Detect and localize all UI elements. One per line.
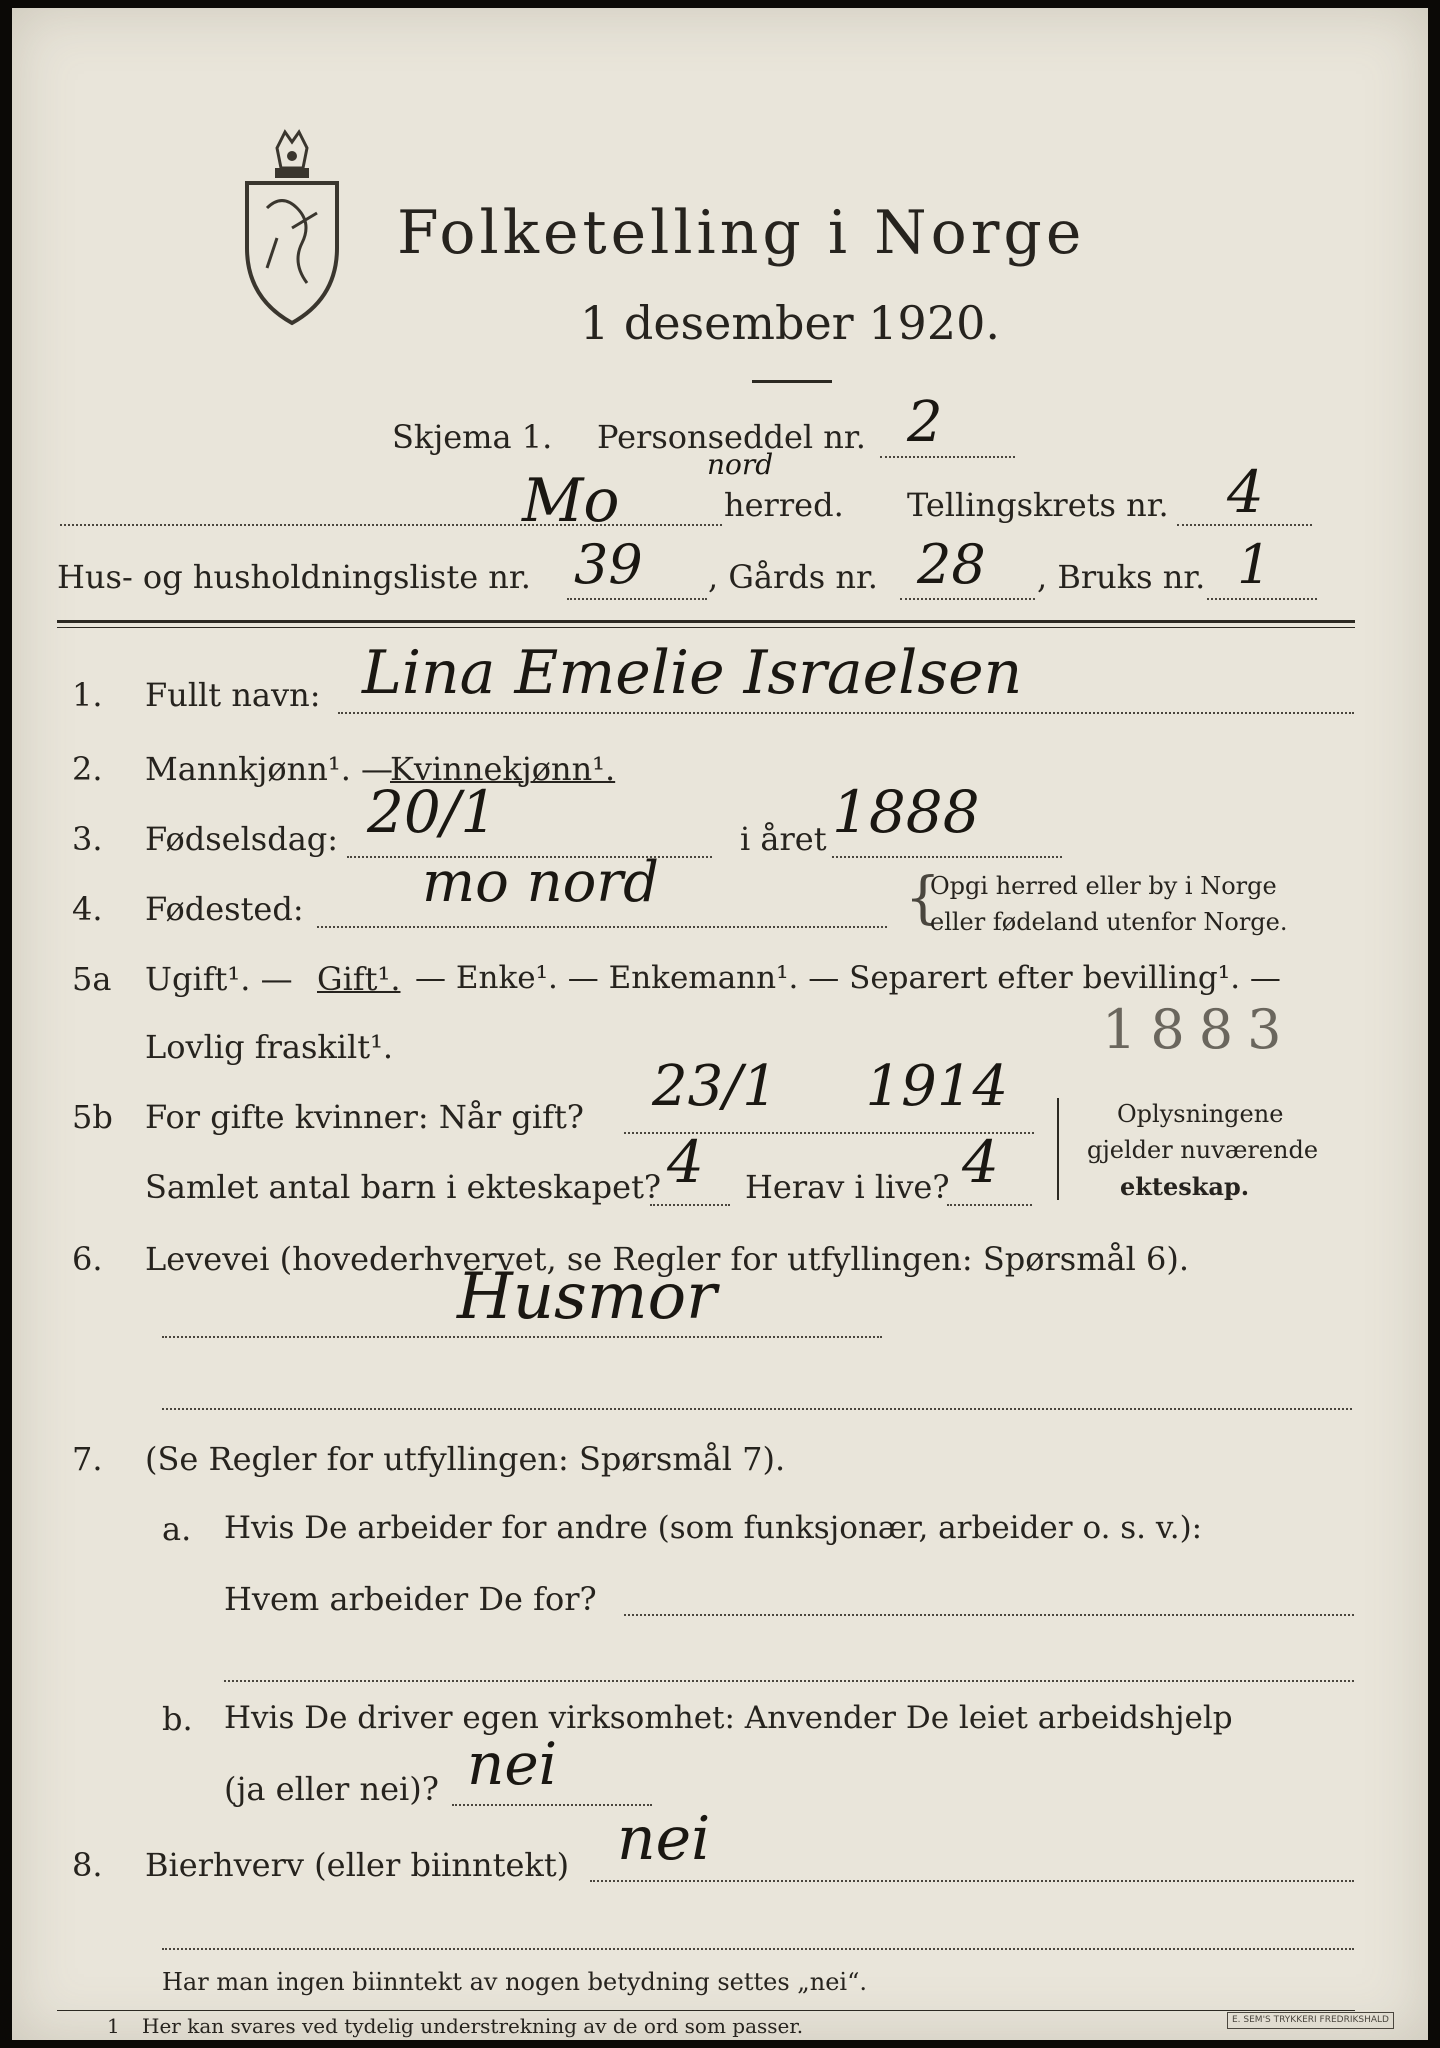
- gards-line: [900, 598, 1035, 600]
- status-ugift-option[interactable]: Ugift¹. —: [145, 960, 293, 998]
- skjema-label: Skjema 1.: [392, 418, 553, 456]
- footnote-text: Her kan svares ved tydelig understrekning av de ord som passer.: [142, 2014, 804, 2038]
- side-income-value[interactable]: nei: [617, 1804, 711, 1874]
- status-other-options[interactable]: — Enke¹. — Enkemann¹. — Separert efter bevilling¹. —: [415, 960, 1281, 996]
- q8-number: 8.: [72, 1846, 103, 1884]
- q5b-note-3: ekteskap.: [1120, 1172, 1250, 1201]
- form-title: Folketelling i Norge: [397, 198, 1086, 268]
- q4-brace: {: [905, 866, 941, 931]
- gards-value[interactable]: 28: [917, 533, 986, 596]
- sex-female-option[interactable]: Kvinnekjønn¹.: [390, 750, 616, 788]
- status-fraskilt-option[interactable]: Lovlig fraskilt¹.: [145, 1028, 394, 1066]
- hus-value[interactable]: 39: [574, 533, 643, 596]
- q5b-alive-label: Herav i live?: [745, 1168, 950, 1206]
- q8-line-2: [162, 1948, 1354, 1950]
- herred-line: [60, 524, 722, 526]
- tellingskrets-label: Tellingskrets nr.: [907, 486, 1169, 524]
- q7-label: (Se Regler for utfyllingen: Spørsmål 7).: [145, 1440, 786, 1478]
- q8-label: Bierhverv (eller biinntekt): [145, 1846, 570, 1884]
- q7a-line-1: [624, 1614, 1354, 1616]
- q5b-label: For gifte kvinner: Når gift?: [145, 1098, 584, 1136]
- q6-label: Levevei (hovederhvervet, se Regler for utfyllingen: Spørsmål 6).: [145, 1240, 1190, 1278]
- divider-bottom: [57, 2010, 1355, 2011]
- q6-line-1: [162, 1336, 882, 1338]
- hired-help-value[interactable]: nei: [467, 1730, 558, 1798]
- q5b-note-1: Oplysningene: [1117, 1100, 1284, 1128]
- q4-note-1: Opgi herred eller by i Norge: [930, 872, 1277, 900]
- q7a-text-2: Hvem arbeider De for?: [224, 1580, 597, 1618]
- birth-year-value[interactable]: 1888: [832, 778, 980, 846]
- margin-note: 1883: [1102, 998, 1296, 1061]
- personseddel-line: [880, 456, 1015, 458]
- q4-number: 4.: [72, 890, 103, 928]
- bruks-value[interactable]: 1: [1237, 533, 1272, 596]
- children-line: [650, 1204, 730, 1206]
- q7a-line-2: [224, 1680, 1354, 1682]
- q7b-number: b.: [162, 1700, 193, 1738]
- q1-line: [338, 712, 1354, 714]
- q1-label: Fullt navn:: [145, 676, 321, 714]
- divider-short: [752, 380, 832, 383]
- q8-line-1: [590, 1880, 1354, 1882]
- personseddel-label: Personseddel nr.: [597, 418, 866, 456]
- herred-value[interactable]: Mo: [522, 466, 620, 536]
- q3-year-line: [832, 856, 1062, 858]
- q4-line: [317, 926, 887, 928]
- census-date: 1 desember 1920.: [580, 296, 1000, 350]
- q7b-text: Hvis De driver egen virksomhet: Anvender De leiet arbeidshjelp: [224, 1700, 1233, 1736]
- personseddel-value[interactable]: 2: [907, 390, 943, 455]
- gards-label: , Gårds nr.: [708, 558, 878, 596]
- herred-label: herred.: [724, 486, 844, 524]
- q3-year-label: i året: [740, 820, 827, 858]
- sex-male-option[interactable]: Mannkjønn¹. —: [145, 750, 394, 788]
- q5b-note-2: gjelder nuværende: [1087, 1136, 1319, 1164]
- q3-number: 3.: [72, 820, 103, 858]
- q5b-children-label: Samlet antal barn i ekteskapet?: [145, 1168, 662, 1206]
- q4-note-2: eller fødeland utenfor Norge.: [930, 908, 1288, 936]
- full-name-value[interactable]: Lina Emelie Israelsen: [362, 638, 1023, 708]
- q6-number: 6.: [72, 1240, 103, 1278]
- footer-note: Har man ingen biinntekt av nogen betydning settes „nei“.: [162, 1968, 867, 1996]
- children-value[interactable]: 4: [667, 1128, 704, 1196]
- q7a-text: Hvis De arbeider for andre (som funksjonær, arbeider o. s. v.):: [224, 1510, 1203, 1546]
- alive-value[interactable]: 4: [962, 1128, 999, 1196]
- q2-number: 2.: [72, 750, 103, 788]
- status-gift-option[interactable]: Gift¹.: [317, 960, 401, 998]
- q6-line-2: [162, 1408, 1352, 1410]
- census-form: [12, 8, 1428, 2040]
- q5a-number: 5a: [72, 960, 112, 998]
- alive-line: [947, 1204, 1032, 1206]
- printer-stamp: E. SEM'S TRYKKERI FREDRIKSHALD: [1227, 2012, 1394, 2029]
- q7a-number: a.: [162, 1510, 192, 1548]
- q4-label: Fødested:: [145, 890, 304, 928]
- q1-number: 1.: [72, 676, 103, 714]
- q7b-text-2: (ja eller nei)?: [224, 1770, 439, 1808]
- coat-of-arms-icon: [237, 128, 347, 328]
- divider-top-2: [57, 627, 1355, 628]
- herred-insert[interactable]: nord: [707, 448, 774, 481]
- bruks-label: , Bruks nr.: [1037, 558, 1206, 596]
- footnote-number: 1: [107, 2014, 120, 2038]
- birthday-value[interactable]: 20/1: [367, 778, 498, 846]
- tellingskrets-value[interactable]: 4: [1227, 458, 1264, 526]
- birthplace-value[interactable]: mo nord: [422, 850, 660, 915]
- hus-line: [567, 598, 707, 600]
- divider-top-1: [57, 620, 1355, 623]
- q5b-number: 5b: [72, 1098, 113, 1136]
- q7-number: 7.: [72, 1440, 103, 1478]
- q3-label: Fødselsdag:: [145, 820, 339, 858]
- marriage-date-value[interactable]: 23/1 1914: [652, 1054, 1009, 1119]
- q5b-bracket: [1057, 1098, 1059, 1200]
- bruks-line: [1207, 598, 1317, 600]
- occupation-value[interactable]: Husmor: [457, 1260, 717, 1334]
- hus-label: Hus- og husholdningsliste nr.: [57, 558, 531, 596]
